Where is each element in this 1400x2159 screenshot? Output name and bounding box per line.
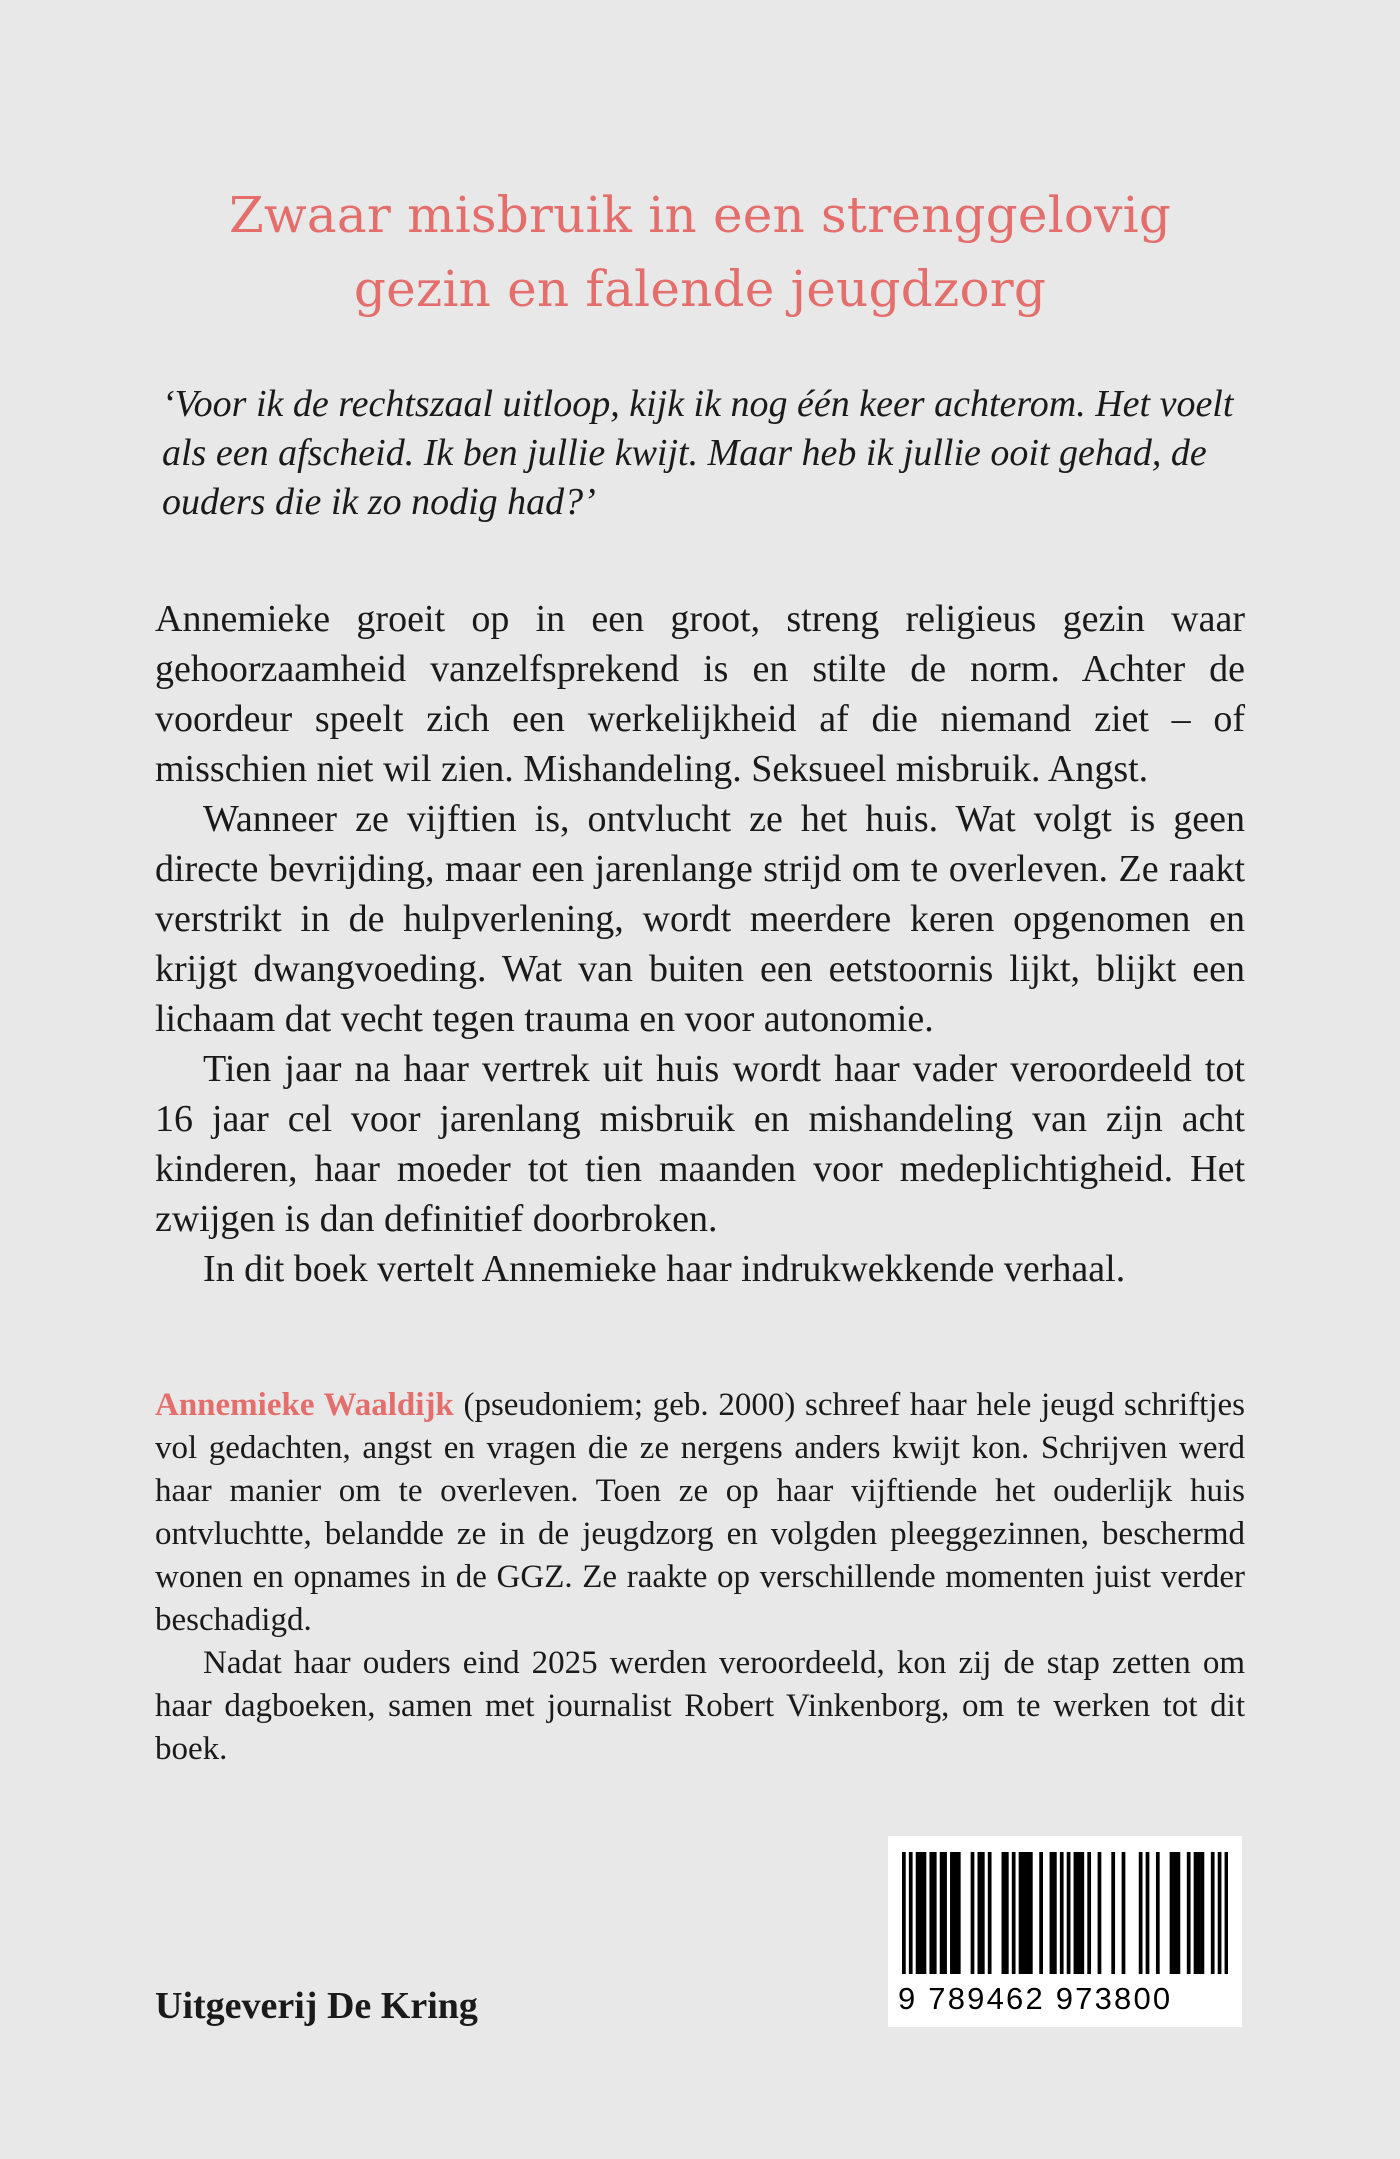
barcode-bar xyxy=(916,1852,920,1974)
barcode-bar xyxy=(1087,1852,1091,1974)
barcode-bar xyxy=(1019,1852,1023,1974)
barcode-bar xyxy=(943,1852,947,1974)
isbn-digits: 9 789462 973800 xyxy=(898,1981,1173,2016)
barcode-bar xyxy=(1173,1852,1177,1974)
barcode-bar xyxy=(929,1852,933,1974)
barcode-bar xyxy=(1211,1852,1215,1974)
barcode-bar xyxy=(1197,1852,1201,1974)
barcode-bar xyxy=(950,1852,954,1974)
barcode-bar xyxy=(1029,1852,1033,1974)
barcode-bar xyxy=(953,1852,957,1974)
barcode-bar xyxy=(1080,1852,1084,1974)
barcode-bar xyxy=(1194,1852,1198,1974)
barcode-bar xyxy=(933,1852,937,1974)
barcode-bar xyxy=(1060,1852,1064,1974)
barcode-bar xyxy=(1201,1852,1205,1974)
barcode-bar xyxy=(1022,1852,1026,1974)
barcode-bar xyxy=(1156,1852,1160,1974)
barcode-bar xyxy=(919,1852,923,1974)
barcode-bar xyxy=(1077,1852,1081,1974)
barcode-bar xyxy=(902,1852,906,1974)
barcode-bar xyxy=(981,1852,985,1974)
blurb-paragraph-1: Annemieke groeit op in een groot, streng religieus gezin waar gehoorzaamheid vanzelfsprekend is en stilte de norm. Achter de voordeur speelt zich een werkelijkheid af die niemand ziet – of misschien niet wil zien. Mishandeling. Seksueel misbruik. Angst. xyxy=(155,598,1245,790)
isbn-barcode xyxy=(888,1836,1242,2027)
barcode-bar xyxy=(988,1852,992,1974)
barcode-bar xyxy=(909,1852,913,1974)
author-bio-paragraph-1 xyxy=(155,1384,1245,1642)
author-bio xyxy=(155,1384,1245,1771)
barcode-bar xyxy=(1218,1852,1222,1974)
barcode-bars xyxy=(902,1852,1228,1974)
barcode-bar xyxy=(1225,1852,1228,1974)
barcode-bar xyxy=(957,1852,961,1974)
barcode-bar xyxy=(1002,1852,1006,1974)
barcode-bar xyxy=(1146,1852,1150,1974)
barcode-bar xyxy=(1005,1852,1009,1974)
headline-line-1: Zwaar misbruik in een strenggelovig xyxy=(228,186,1172,244)
author-name: Annemieke Waaldijk xyxy=(155,1387,454,1423)
blurb-paragraph-3: Tien jaar na haar vertrek uit huis wordt haar vader veroordeeld tot 16 jaar cel voor jarenlang misbruik en mishandeling van zijn acht kinderen, haar moeder tot tien maanden voor medeplichtigheid. Het zwijgen is dan definitief doorbroken. xyxy=(155,1048,1245,1240)
blurb-paragraph-2: Wanneer ze vijftien is, ontvlucht ze het huis. Wat volgt is geen directe bevrijding, maar een jarenlange strijd om te overleven. Ze raakt verstrikt in de hulpverlening, wordt meerdere keren opgenomen en krijgt dwangvoeding. Wat van buiten een eetstoornis lijkt, blijkt een lichaam dat vecht tegen trauma en voor autonomie. xyxy=(155,798,1245,1040)
barcode-bar xyxy=(1098,1852,1102,1974)
barcode-bar xyxy=(940,1852,944,1974)
blurb xyxy=(155,594,1245,1294)
barcode-bar xyxy=(923,1852,927,1974)
barcode-bar xyxy=(1139,1852,1143,1974)
barcode-bar xyxy=(1067,1852,1071,1974)
barcode-bar xyxy=(1111,1852,1115,1974)
blurb-paragraph-4: In dit boek vertelt Annemieke haar indrukwekkende verhaal. xyxy=(203,1248,1126,1290)
headline xyxy=(0,178,1400,326)
barcode-bar xyxy=(1170,1852,1174,1974)
barcode-bar xyxy=(1026,1852,1030,1974)
author-bio-text: (pseudoniem; geb. 2000) schreef haar hele jeugd schriftjes vol gedachten, angst en vragen die ze nergens anders kwijt kon. Schrijven werd haar manier om te overleven. Toen ze op haar vijftiende het ouderlijk huis ontvluchtte, belandde ze in de jeugdzorg en volgden pleeggezinnen, beschermd wonen en opnames in de GGZ. Ze raakte op verschillende momenten juist verder beschadigd. xyxy=(155,1387,1245,1638)
barcode-bar xyxy=(1074,1852,1078,1974)
barcode-bar xyxy=(1122,1852,1126,1974)
barcode-bar xyxy=(1187,1852,1191,1974)
barcode-bar xyxy=(1177,1852,1181,1974)
author-bio-paragraph-2: Nadat haar ouders eind 2025 werden veroordeeld, kon zij de stap zetten om haar dagboeken, samen met journalist Robert Vinkenborg, om te werken tot dit boek. xyxy=(155,1645,1245,1767)
publisher-name: Uitgeverij De Kring xyxy=(155,1985,478,2027)
barcode-bar xyxy=(977,1852,981,1974)
barcode-bar xyxy=(1012,1852,1016,1974)
barcode-bar xyxy=(1053,1852,1057,1974)
barcode-bar xyxy=(1039,1852,1043,1974)
barcode-bar xyxy=(1050,1852,1054,1974)
pull-quote: ‘Voor ik de rechtszaal uitloop, kijk ik nog één keer achterom. Het voelt als een afscheid. Ik ben jullie kwijt. Maar heb ik jullie ooit gehad, de ouders die ik zo nodig had?’ xyxy=(162,383,1234,523)
headline-line-2: gezin en falende jeugdzorg xyxy=(353,260,1047,318)
barcode-bar xyxy=(971,1852,975,1974)
